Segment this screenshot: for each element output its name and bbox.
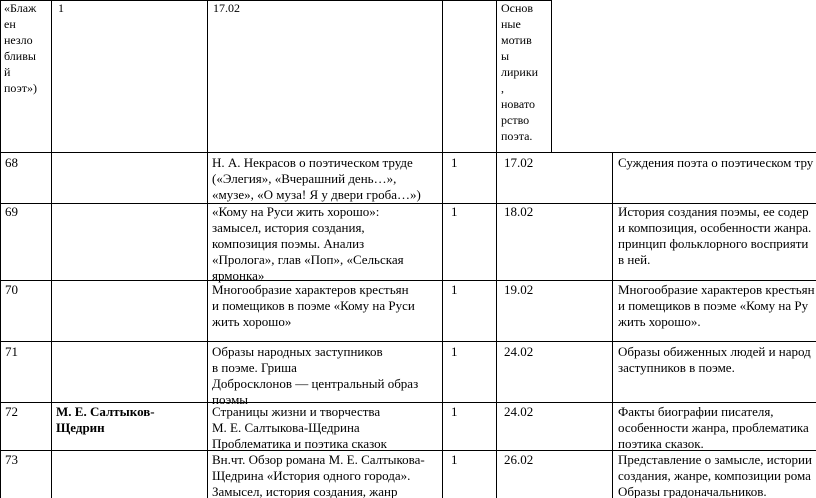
row-70-content: Многообразие характеров крестьян и помещиков в поэме «Кому на Ру жить хорошо». <box>618 282 815 329</box>
row-69-number: 69 <box>5 204 18 219</box>
row-68-topic: Н. А. Некрасов о поэтическом труде («Элегия», «Вчерашний день…», «музе», «О муза! Я у двери гроба…») <box>212 155 421 202</box>
row-72-date: 24.02 <box>504 404 534 419</box>
top-row-hours-cell: 1 <box>58 1 64 15</box>
row-69-hours: 1 <box>451 204 458 219</box>
grid-line-left-top <box>0 0 1 152</box>
grid-line-col6 <box>551 0 552 152</box>
row-68-number: 68 <box>5 155 18 170</box>
row-line-4 <box>0 341 816 342</box>
row-71-number: 71 <box>5 344 18 359</box>
row-73-date: 26.02 <box>504 452 534 467</box>
row-68-hours: 1 <box>451 155 458 170</box>
row-72-number: 72 <box>5 404 18 419</box>
row-70-number: 70 <box>5 282 18 297</box>
row-73-hours: 1 <box>451 452 458 467</box>
row-71-hours: 1 <box>451 344 458 359</box>
row-72-topic: Страницы жизни и творчества М. Е. Салтыкова-Щедрина Проблематика и поэтика сказок <box>212 404 387 451</box>
grid-line-col5 <box>496 0 497 152</box>
top-row-author-cell: «Блаж ен незло бливы й поэт») <box>4 1 37 95</box>
grid-line-col2 <box>51 0 52 152</box>
row-68-content: Суждения поэта о поэтическом тру <box>618 155 814 170</box>
row-71-date: 24.02 <box>504 344 534 359</box>
row-72-hours: 1 <box>451 404 458 419</box>
row-line-1 <box>0 152 816 153</box>
grid-line-col3 <box>207 0 208 152</box>
top-row-date-cell: 17.02 <box>213 1 240 15</box>
grid-line-col4 <box>442 0 443 152</box>
row-71-content: Образы обиженных людей и народ заступников в поэме. <box>618 344 811 375</box>
row-72-author: М. Е. Салтыков- Щедрин <box>56 404 155 435</box>
row-69-topic: «Кому на Руси жить хорошо»: замысел, история создания, композиция поэмы. Анализ «Пролога», глав «Поп», «Сельская ярмонка» <box>212 204 404 283</box>
row-73-content: Представление о замысле, истории создания, жанре, композиции рома Образы градоначальников. <box>618 452 812 498</box>
row-70-date: 19.02 <box>504 282 534 297</box>
row-72-content: Факты биографии писателя, особенности жанра, проблематика поэтика сказок. <box>618 404 809 451</box>
row-70-hours: 1 <box>451 282 458 297</box>
row-73-topic: Вн.чт. Обзор романа М. Е. Салтыкова- Щедрина «История одного города». Замысел, история создания, жанр <box>212 452 425 498</box>
row-71-topic: Образы народных заступников в поэме. Гриша Добросклонов — центральный образ поэмы <box>212 344 419 407</box>
row-69-date: 18.02 <box>504 204 534 219</box>
row-73-number: 73 <box>5 452 18 467</box>
row-69-content: История создания поэмы, ее содер и композиция, особенности жанра. принцип фольклорного восприяти в ней. <box>618 204 812 267</box>
row-68-date: 17.02 <box>504 155 534 170</box>
row-line-top <box>0 0 552 1</box>
top-row-content-cell: Основ ные мотив ы лирики , новато рство поэта. <box>501 1 539 143</box>
row-70-topic: Многообразие характеров крестьян и помещиков в поэме «Кому на Руси жить хорошо» <box>212 282 415 329</box>
